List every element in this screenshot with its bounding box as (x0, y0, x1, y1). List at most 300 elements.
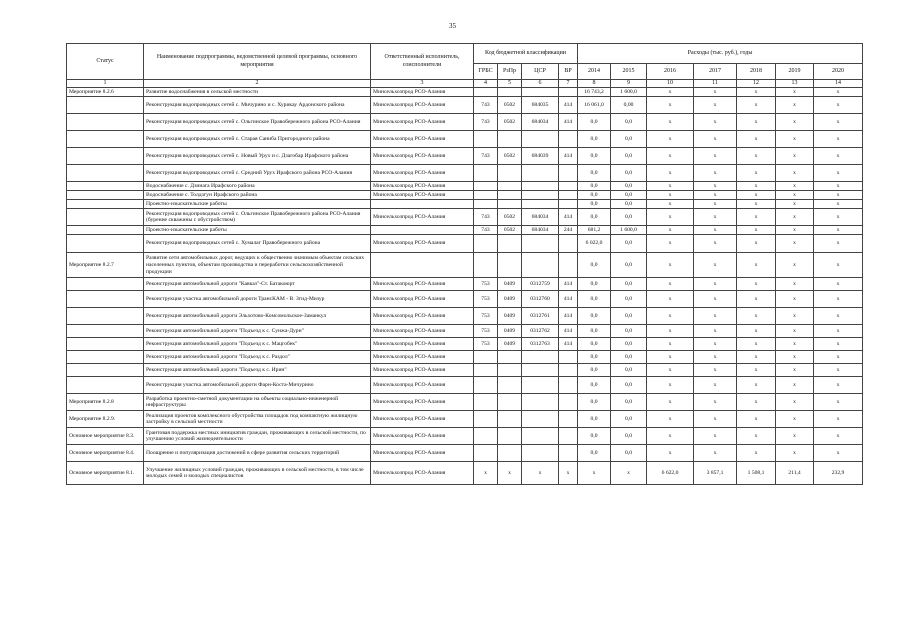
row-value-2017: х (694, 235, 737, 253)
row-value-2015: 0,0 (611, 235, 647, 253)
row-csr: 684034 (522, 226, 559, 235)
table-row (67, 200, 863, 209)
row-executor: Минсельхозпрод РСО-Алания (371, 191, 474, 200)
row-value-2017: х (694, 377, 737, 394)
row-grbs: 753 (474, 325, 498, 338)
table-row (67, 445, 863, 462)
row-value-2015: 0,0 (611, 131, 647, 148)
row-csr: 684034 (522, 209, 559, 226)
row-executor: Минсельхозпрод РСО-Алания (371, 364, 474, 377)
row-value-2015: 0,0 (611, 148, 647, 165)
row-value-2017: х (694, 308, 737, 325)
row-value-2020: х (814, 209, 863, 226)
row-value-2017: х (694, 394, 737, 411)
row-value-2020: х (814, 351, 863, 364)
row-value-2019: х (776, 377, 814, 394)
row-executor: Минсельхозпрод РСО-Алания (371, 235, 474, 253)
header-status: Статус (67, 44, 144, 80)
row-value-2019: х (776, 209, 814, 226)
column-number: 7 (559, 80, 578, 88)
row-rzpr (498, 182, 522, 191)
row-vr: 414 (559, 148, 578, 165)
row-executor: Минсельхозпрод РСО-Алания (371, 377, 474, 394)
row-csr (522, 394, 559, 411)
row-value-2019: 211,4 (776, 462, 814, 485)
row-value-2014: 0,0 (578, 428, 611, 445)
row-name: Реконструкция автомобильной дороги "Подъезд к с. Сунжа-Дурн" (144, 325, 371, 338)
row-value-2016: х (647, 445, 694, 462)
row-csr (522, 364, 559, 377)
row-status (67, 114, 144, 131)
table-row (67, 226, 863, 235)
row-rzpr (498, 191, 522, 200)
row-value-2017: х (694, 338, 737, 351)
row-executor: Минсельхозпрод РСО-Алания (371, 209, 474, 226)
row-value-2014: 0,0 (578, 148, 611, 165)
row-vr (559, 351, 578, 364)
row-value-2019: х (776, 253, 814, 278)
row-vr (559, 394, 578, 411)
table-row (67, 253, 863, 278)
row-value-2014: 0,0 (578, 278, 611, 291)
row-rzpr (498, 131, 522, 148)
column-number-row (67, 80, 863, 88)
table-row (67, 428, 863, 445)
row-rzpr (498, 253, 522, 278)
row-value-2014: 0,0 (578, 445, 611, 462)
column-number: 6 (522, 80, 559, 88)
row-vr: 414 (559, 308, 578, 325)
row-value-2017: х (694, 351, 737, 364)
row-value-2015: 0,0 (611, 445, 647, 462)
row-csr: 0312759 (522, 278, 559, 291)
row-status: Основное мероприятие 8.1. (67, 462, 144, 485)
row-value-2015: 0,0 (611, 200, 647, 209)
row-vr (559, 182, 578, 191)
row-value-2017: х (694, 411, 737, 428)
row-value-2020: х (814, 364, 863, 377)
row-value-2015: 0,00 (611, 97, 647, 114)
row-vr: х (559, 462, 578, 485)
row-status (67, 351, 144, 364)
column-number: 5 (498, 80, 522, 88)
row-value-2019: х (776, 148, 814, 165)
header-executor: Ответственный исполнитель, соисполнители (371, 44, 474, 80)
row-value-2015: 0,0 (611, 191, 647, 200)
row-grbs (474, 165, 498, 182)
row-value-2014: 0,0 (578, 182, 611, 191)
row-value-2020: х (814, 428, 863, 445)
row-value-2020: х (814, 325, 863, 338)
row-executor: Минсельхозпрод РСО-Алания (371, 131, 474, 148)
row-vr (559, 235, 578, 253)
row-name: Реконструкция автомобильной дороги "Кавказ"-Ст. Батакоюрт (144, 278, 371, 291)
row-csr: 684034 (522, 114, 559, 131)
row-value-2016: х (647, 148, 694, 165)
row-value-2019: х (776, 428, 814, 445)
row-value-2015: 0,0 (611, 428, 647, 445)
row-value-2018: х (737, 165, 776, 182)
row-status: Мероприятие 8.2.7 (67, 253, 144, 278)
row-value-2016: х (647, 235, 694, 253)
table-row (67, 114, 863, 131)
row-value-2018: х (737, 351, 776, 364)
row-value-2019: х (776, 182, 814, 191)
row-executor: Минсельхозпрод РСО-Алания (371, 338, 474, 351)
program-expenses-table (66, 43, 863, 485)
row-executor: Минсельхозпрод РСО-Алания (371, 148, 474, 165)
row-value-2016: х (647, 351, 694, 364)
row-executor: Минсельхозпрод РСО-Алания (371, 291, 474, 308)
row-value-2020: х (814, 226, 863, 235)
row-executor (371, 200, 474, 209)
row-value-2016: х (647, 325, 694, 338)
row-executor: Минсельхозпрод РСО-Алания (371, 351, 474, 364)
row-status (67, 165, 144, 182)
row-value-2016: х (647, 191, 694, 200)
row-grbs: 743 (474, 226, 498, 235)
row-vr: 414 (559, 114, 578, 131)
row-name: Проектно-изыскательские работы (144, 200, 371, 209)
row-value-2020: х (814, 191, 863, 200)
row-executor (371, 226, 474, 235)
row-value-2018: 1 508,1 (737, 462, 776, 485)
row-value-2020: х (814, 411, 863, 428)
row-value-2015: 0,0 (611, 377, 647, 394)
row-csr (522, 428, 559, 445)
row-status (67, 97, 144, 114)
row-grbs (474, 351, 498, 364)
row-value-2019: х (776, 351, 814, 364)
row-value-2017: х (694, 191, 737, 200)
column-number: 12 (737, 80, 776, 88)
row-status (67, 278, 144, 291)
row-rzpr (498, 364, 522, 377)
row-value-2015: 0,0 (611, 278, 647, 291)
row-vr (559, 88, 578, 97)
row-value-2019: х (776, 235, 814, 253)
header-2016: 2016 (647, 64, 694, 80)
row-csr: 0312763 (522, 338, 559, 351)
row-value-2014: 0,0 (578, 338, 611, 351)
row-grbs (474, 428, 498, 445)
row-vr (559, 428, 578, 445)
row-grbs: 743 (474, 114, 498, 131)
row-value-2016: 6 622,0 (647, 462, 694, 485)
row-value-2018: х (737, 377, 776, 394)
row-executor: Минсельхозпрод РСО-Алания (371, 462, 474, 485)
row-status (67, 226, 144, 235)
row-value-2016: х (647, 278, 694, 291)
row-csr (522, 182, 559, 191)
row-csr: 0312762 (522, 325, 559, 338)
row-status (67, 209, 144, 226)
row-csr (522, 445, 559, 462)
row-vr (559, 364, 578, 377)
row-rzpr (498, 428, 522, 445)
row-value-2018: х (737, 308, 776, 325)
row-value-2019: х (776, 338, 814, 351)
row-rzpr (498, 351, 522, 364)
column-number: 11 (694, 80, 737, 88)
row-value-2018: х (737, 291, 776, 308)
row-value-2020: х (814, 148, 863, 165)
row-value-2016: х (647, 428, 694, 445)
row-value-2014: 16 743,2 (578, 88, 611, 97)
header-rzpr: РзПр (498, 64, 522, 80)
row-value-2019: х (776, 445, 814, 462)
row-value-2016: х (647, 394, 694, 411)
row-name: Реконструкция водопроводных сетей с. Хумалаг Правобережного района (144, 235, 371, 253)
column-number: 8 (578, 80, 611, 88)
row-value-2017: х (694, 200, 737, 209)
row-value-2015: 0,0 (611, 325, 647, 338)
row-vr (559, 165, 578, 182)
row-vr (559, 191, 578, 200)
row-value-2017: х (694, 148, 737, 165)
row-csr: 0312760 (522, 291, 559, 308)
row-value-2014: 681,2 (578, 226, 611, 235)
table-row (67, 209, 863, 226)
header-grbs: ГРБС (474, 64, 498, 80)
row-grbs (474, 200, 498, 209)
row-rzpr: 0409 (498, 291, 522, 308)
row-value-2015: 0,0 (611, 114, 647, 131)
row-rzpr: 0409 (498, 278, 522, 291)
row-rzpr: 0502 (498, 209, 522, 226)
row-status (67, 191, 144, 200)
row-rzpr (498, 165, 522, 182)
header-csr: ЦСР (522, 64, 559, 80)
row-value-2014: 0,0 (578, 411, 611, 428)
row-value-2018: х (737, 364, 776, 377)
row-value-2015: 0,0 (611, 209, 647, 226)
row-vr: 414 (559, 291, 578, 308)
row-value-2020: х (814, 200, 863, 209)
row-value-2018: х (737, 114, 776, 131)
row-rzpr (498, 394, 522, 411)
row-rzpr (498, 235, 522, 253)
table-row (67, 462, 863, 485)
header-name: Наименование подпрограммы, ведомственной целевой программы, основного мероприятия (144, 44, 371, 80)
row-grbs: 753 (474, 308, 498, 325)
row-executor: Минсельхозпрод РСО-Алания (371, 325, 474, 338)
row-csr (522, 131, 559, 148)
row-name: Реконструкция водопроводных сетей с. Мичурино и с. Хурикау Ардонского района (144, 97, 371, 114)
row-value-2019: х (776, 364, 814, 377)
row-status: Основное мероприятие 8.4. (67, 445, 144, 462)
row-vr (559, 253, 578, 278)
row-value-2014: 0,0 (578, 209, 611, 226)
row-status (67, 291, 144, 308)
row-value-2019: х (776, 394, 814, 411)
row-rzpr: 0409 (498, 308, 522, 325)
row-value-2018: х (737, 278, 776, 291)
row-status (67, 308, 144, 325)
row-value-2018: х (737, 97, 776, 114)
row-status: Основное мероприятие 8.3. (67, 428, 144, 445)
row-value-2020: 232,9 (814, 462, 863, 485)
row-value-2014: 0,0 (578, 351, 611, 364)
row-csr (522, 88, 559, 97)
row-value-2016: х (647, 200, 694, 209)
row-value-2020: х (814, 291, 863, 308)
row-rzpr (498, 411, 522, 428)
row-value-2018: х (737, 338, 776, 351)
row-csr: 684039 (522, 148, 559, 165)
row-executor: Минсельхозпрод РСО-Алания (371, 88, 474, 97)
table-row (67, 88, 863, 97)
row-value-2016: х (647, 291, 694, 308)
row-vr: 414 (559, 97, 578, 114)
row-value-2016: х (647, 364, 694, 377)
table-row (67, 97, 863, 114)
column-number: 4 (474, 80, 498, 88)
row-value-2015: 0,0 (611, 253, 647, 278)
row-grbs (474, 411, 498, 428)
row-name: Грантовая поддержка местных инициатив граждан, проживающих в сельской местности, по улучшению условий жизнедеятельности (144, 428, 371, 445)
row-value-2014: 0,0 (578, 191, 611, 200)
row-value-2020: х (814, 88, 863, 97)
row-value-2018: х (737, 325, 776, 338)
row-value-2017: 3 857,1 (694, 462, 737, 485)
row-vr (559, 131, 578, 148)
row-vr: 414 (559, 325, 578, 338)
row-vr (559, 445, 578, 462)
row-value-2018: х (737, 226, 776, 235)
row-value-2017: х (694, 165, 737, 182)
row-vr: 414 (559, 278, 578, 291)
column-number: 9 (611, 80, 647, 88)
row-status (67, 235, 144, 253)
row-value-2019: х (776, 88, 814, 97)
row-name: Реконструкция автомобильной дороги Эльхотово-Комсомольское-Заманкул (144, 308, 371, 325)
row-value-2019: х (776, 97, 814, 114)
row-csr: 0312761 (522, 308, 559, 325)
column-number: 13 (776, 80, 814, 88)
row-value-2020: х (814, 114, 863, 131)
row-value-2016: х (647, 165, 694, 182)
row-value-2014: 16 061,0 (578, 97, 611, 114)
row-name: Реконструкция автомобильной дороги "Подъезд к с. Раздол" (144, 351, 371, 364)
row-grbs: х (474, 462, 498, 485)
table-row (67, 338, 863, 351)
row-csr: 684035 (522, 97, 559, 114)
row-name: Развитие водоснабжения в сельской местности (144, 88, 371, 97)
row-value-2015: 0,0 (611, 308, 647, 325)
row-grbs: 753 (474, 278, 498, 291)
row-executor: Минсельхозпрод РСО-Алания (371, 165, 474, 182)
row-value-2014: 0,0 (578, 291, 611, 308)
row-value-2017: х (694, 209, 737, 226)
row-rzpr: 0502 (498, 226, 522, 235)
row-value-2015: 0,0 (611, 291, 647, 308)
row-value-2015: 0,0 (611, 165, 647, 182)
header-expenses: Расходы (тыс. руб.), годы (578, 44, 863, 64)
row-executor: Минсельхозпрод РСО-Алания (371, 394, 474, 411)
row-value-2019: х (776, 325, 814, 338)
row-name: Реконструкция автомобильной дороги "Подъезд к с. Мацгобек" (144, 338, 371, 351)
row-value-2017: х (694, 253, 737, 278)
column-number: 14 (814, 80, 863, 88)
row-executor: Минсельхозпрод РСО-Алания (371, 428, 474, 445)
row-value-2017: х (694, 445, 737, 462)
row-value-2018: х (737, 88, 776, 97)
row-value-2016: х (647, 114, 694, 131)
row-value-2015: 1 600,0 (611, 226, 647, 235)
row-value-2020: х (814, 235, 863, 253)
row-status (67, 148, 144, 165)
row-status: Мероприятие 8.2.8 (67, 394, 144, 411)
row-grbs (474, 235, 498, 253)
row-name: Проектно-изыскательские работы (144, 226, 371, 235)
row-value-2016: х (647, 226, 694, 235)
row-grbs: 753 (474, 338, 498, 351)
row-rzpr: 0502 (498, 97, 522, 114)
row-executor: Минсельхозпрод РСО-Алания (371, 411, 474, 428)
row-value-2020: х (814, 338, 863, 351)
row-value-2017: х (694, 97, 737, 114)
row-executor: Минсельхозпрод РСО-Алания (371, 445, 474, 462)
row-value-2014: 0,0 (578, 253, 611, 278)
row-name: Реконструкция водопроводных сетей с. Ольгинское Правобережного района РСО-Алания (144, 114, 371, 131)
row-value-2017: х (694, 131, 737, 148)
row-value-2018: х (737, 235, 776, 253)
header-2019: 2019 (776, 64, 814, 80)
row-value-2020: х (814, 131, 863, 148)
row-value-2018: х (737, 209, 776, 226)
row-value-2019: х (776, 114, 814, 131)
row-name: Реконструкция водопроводных сетей с. Старая Саниба Пригородного района (144, 131, 371, 148)
header-2014: 2014 (578, 64, 611, 80)
row-vr (559, 411, 578, 428)
table-row (67, 191, 863, 200)
row-value-2014: х (578, 462, 611, 485)
row-status (67, 200, 144, 209)
row-status (67, 131, 144, 148)
table-row (67, 377, 863, 394)
row-value-2015: 0,0 (611, 351, 647, 364)
row-name: Реконструкция автомобильной дороги "Подъезд к с. Ирин" (144, 364, 371, 377)
column-number: 10 (647, 80, 694, 88)
row-value-2014: 6 022,0 (578, 235, 611, 253)
row-value-2015: 0,0 (611, 364, 647, 377)
row-value-2017: х (694, 291, 737, 308)
row-status (67, 364, 144, 377)
row-name: Улучшение жилищных условий граждан, проживающих в сельской местности, в том числе молодых семей и молодых специалистов (144, 462, 371, 485)
row-value-2020: х (814, 182, 863, 191)
row-value-2015: х (611, 462, 647, 485)
row-value-2020: х (814, 394, 863, 411)
row-csr (522, 200, 559, 209)
row-name: Водоснабжение с. Толдзгун Ирафского района (144, 191, 371, 200)
row-csr (522, 351, 559, 364)
row-value-2018: х (737, 148, 776, 165)
row-status (67, 338, 144, 351)
row-status: Мероприятие 8.2.6 (67, 88, 144, 97)
row-value-2018: х (737, 411, 776, 428)
row-grbs: 743 (474, 209, 498, 226)
row-name: Развитие сети автомобильных дорог, ведущих к общественно значимым объектам сельских населенных пунктов, объектам производства и переработки сельскохозяйственной продукции (144, 253, 371, 278)
row-name: Реализация проектов комплексного обустройства площадок под компактную жилищную застройку в сельской местности (144, 411, 371, 428)
row-rzpr: 0409 (498, 338, 522, 351)
table-row (67, 364, 863, 377)
row-name: Поощрение и популяризация достижений в сфере развития сельских территорий (144, 445, 371, 462)
row-name: Реконструкция участка автомобильной дороги ТрансКАМ - В. Згид-Мизур (144, 291, 371, 308)
header-2017: 2017 (694, 64, 737, 80)
row-value-2014: 0,0 (578, 394, 611, 411)
row-value-2018: х (737, 394, 776, 411)
